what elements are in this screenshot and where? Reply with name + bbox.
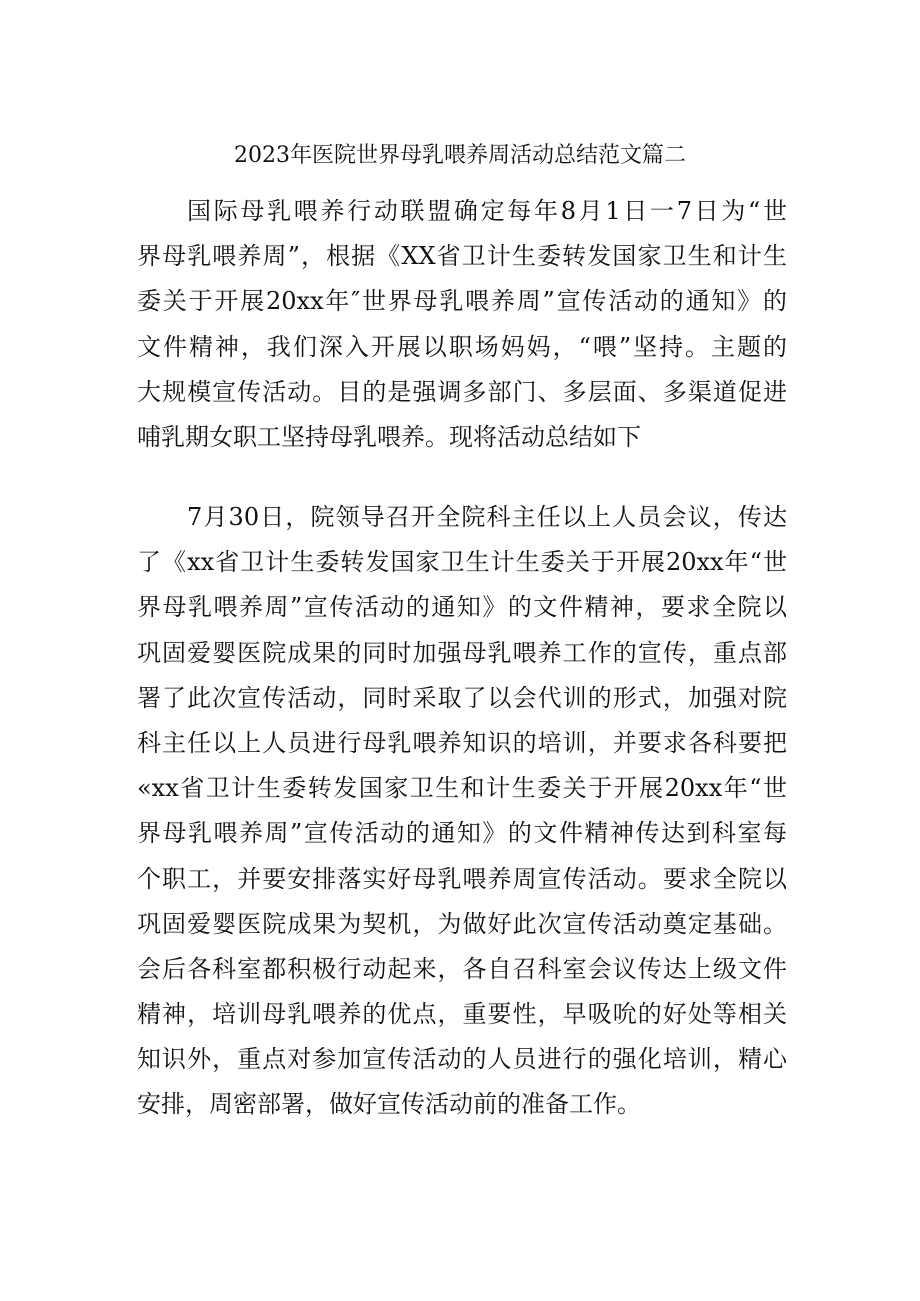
paragraph-line: 安排，周密部署，做好宣传活动前的准备工作。 xyxy=(137,1090,641,1119)
paragraph-line: 界母乳喂养周”，根据《XX省卫计生委转发国家卫生和计生 xyxy=(137,242,787,271)
paragraph-2 xyxy=(137,495,787,1128)
paragraph-line: 会后各科室都积极行动起来，各自召科室会议传达上级文件 xyxy=(137,954,787,983)
paragraph-line: 大规模宣传活动。目的是强调多部门、多层面、多渠道促进 xyxy=(137,377,787,406)
paragraph-line: 巩固爱婴医院成果为契机，为做好此次宣传活动奠定基础。 xyxy=(137,909,787,938)
paragraph-line: 界母乳喂养周”宣传活动的通知》的文件精神，要求全院以 xyxy=(137,593,787,622)
paragraph-line: 署了此次宣传活动，同时采取了以会代训的形式，加强对院 xyxy=(137,683,787,712)
paragraph-line: 界母乳喂养周”宣传活动的通知》的文件精神传达到科室每 xyxy=(137,819,787,848)
paragraph-line: 精神，培训母乳喂养的优点，重要性，早吸吮的好处等相关 xyxy=(137,1000,787,1029)
paragraph-line: 文件精神，我们深入开展以职场妈妈，“喂”坚持。主题的 xyxy=(137,332,787,361)
paragraph-line: 哺乳期女职工坚持母乳喂养。现将活动总结如下 xyxy=(137,422,641,451)
paragraph-line: «xx省卫计生委转发国家卫生和计生委关于开展20xx年“世 xyxy=(137,774,787,803)
paragraph-line: 委关于开展20xx年″世界母乳喂养周”宣传活动的通知》的 xyxy=(137,287,787,316)
paragraph-line: 知识外，重点对参加宣传活动的人员进行的强化培训，精心 xyxy=(137,1045,787,1074)
paragraph-line: 国际母乳喂养行动联盟确定每年8月1日一7日为“世 xyxy=(187,197,787,225)
document-title: 2023年医院世界母乳喂养周活动总结范文篇二 xyxy=(234,143,686,168)
paragraph-line: 了《xx省卫计生委转发国家卫生计生委关于开展20xx年“世 xyxy=(137,548,787,577)
paragraph-line: 巩固爱婴医院成果的同时加强母乳喂养工作的宣传，重点部 xyxy=(137,638,787,667)
paragraph-line: 科主任以上人员进行母乳喂养知识的培训，并要求各科要把 xyxy=(137,728,787,757)
paragraph-line: 7月30日，院领导召开全院科主任以上人员会议，传达 xyxy=(187,503,787,531)
paragraph-line: 个职工，并要安排落实好母乳喂养周宣传活动。要求全院以 xyxy=(137,864,787,893)
paragraph-1 xyxy=(137,189,787,460)
